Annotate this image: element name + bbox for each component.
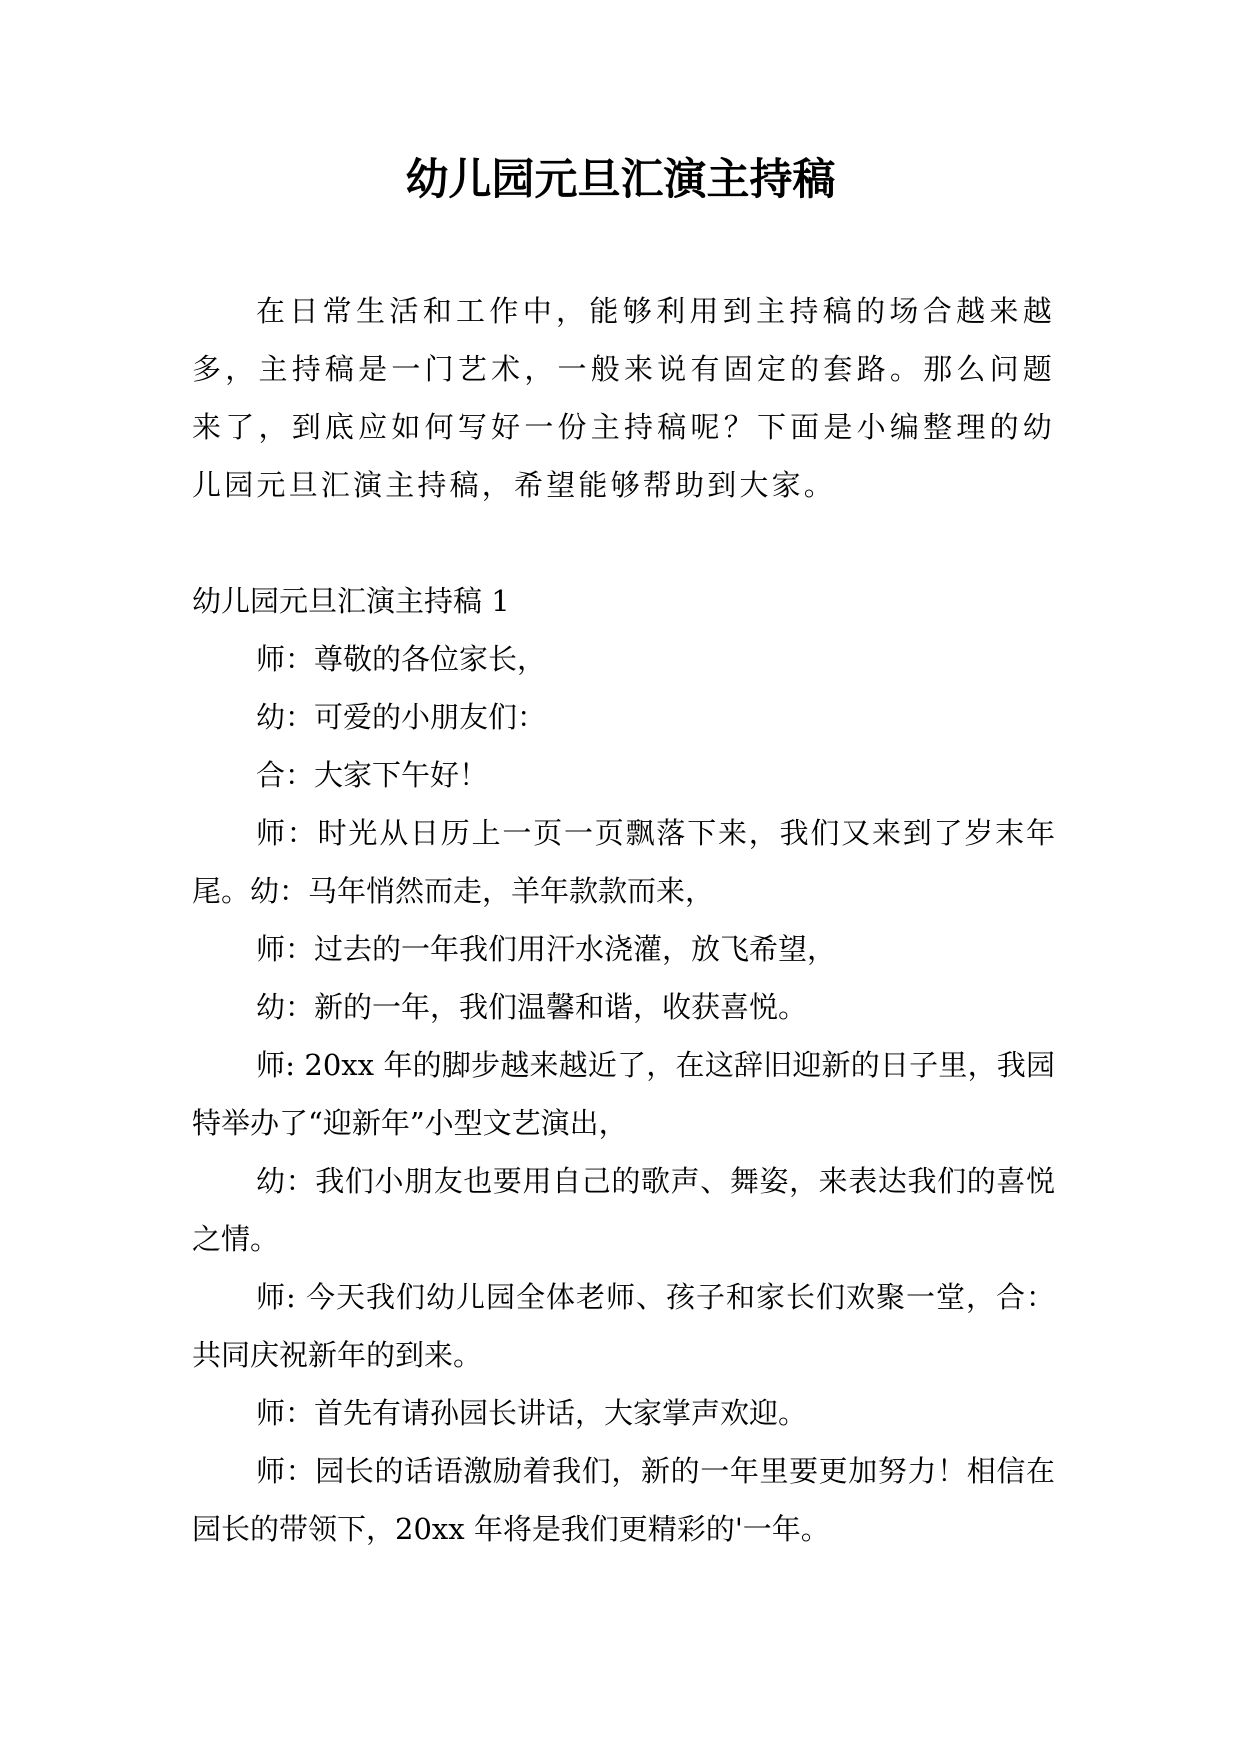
document-body <box>192 282 1055 1558</box>
script-line: 师：时光从日历上一页一页飘落下来，我们又来到了岁末年尾。幼：马年悄然而走，羊年款款而来， <box>192 816 1055 908</box>
script-line: 幼：可爱的小朋友们： <box>256 700 547 734</box>
script-line: 师：过去的一年我们用汗水浇灌，放飞希望， <box>256 932 837 966</box>
script-line: 师: 20xx 年的脚步越来越近了，在这辞旧迎新的日子里，我园特举办了“迎新年”小型文艺演出， <box>192 1048 1055 1140</box>
script-line: 师：尊敬的各位家长， <box>256 642 547 676</box>
section-heading: 幼儿园元旦汇演主持稿 1 <box>192 584 510 618</box>
script-line: 幼：我们小朋友也要用自己的歌声、舞姿，来表达我们的喜悦之情。 <box>192 1164 1055 1256</box>
script-line: 师: 今天我们幼儿园全体老师、孩子和家长们欢聚一堂，合：共同庆祝新年的到来。 <box>192 1280 1055 1372</box>
script-line: 合：大家下午好！ <box>256 758 489 792</box>
document-title: 幼儿园元旦汇演主持稿 <box>405 155 836 205</box>
script-line: 师：首先有请孙园长讲话，大家掌声欢迎。 <box>256 1396 808 1430</box>
paragraph-spacer <box>192 514 1055 572</box>
script-line: 幼：新的一年，我们温馨和谐，收获喜悦。 <box>256 990 808 1024</box>
script-line: 师：园长的话语激励着我们，新的一年里要更加努力！相信在园长的带领下，20xx 年将是我们更精彩的'一年。 <box>192 1454 1055 1546</box>
intro-paragraph: 在日常生活和工作中，能够利用到主持稿的场合越来越多，主持稿是一门艺术，一般来说有固定的套路。那么问题来了，到底应如何写好一份主持稿呢？下面是小编整理的幼儿园元旦汇演主持稿，希望能够帮助到大家。 <box>192 294 1055 502</box>
